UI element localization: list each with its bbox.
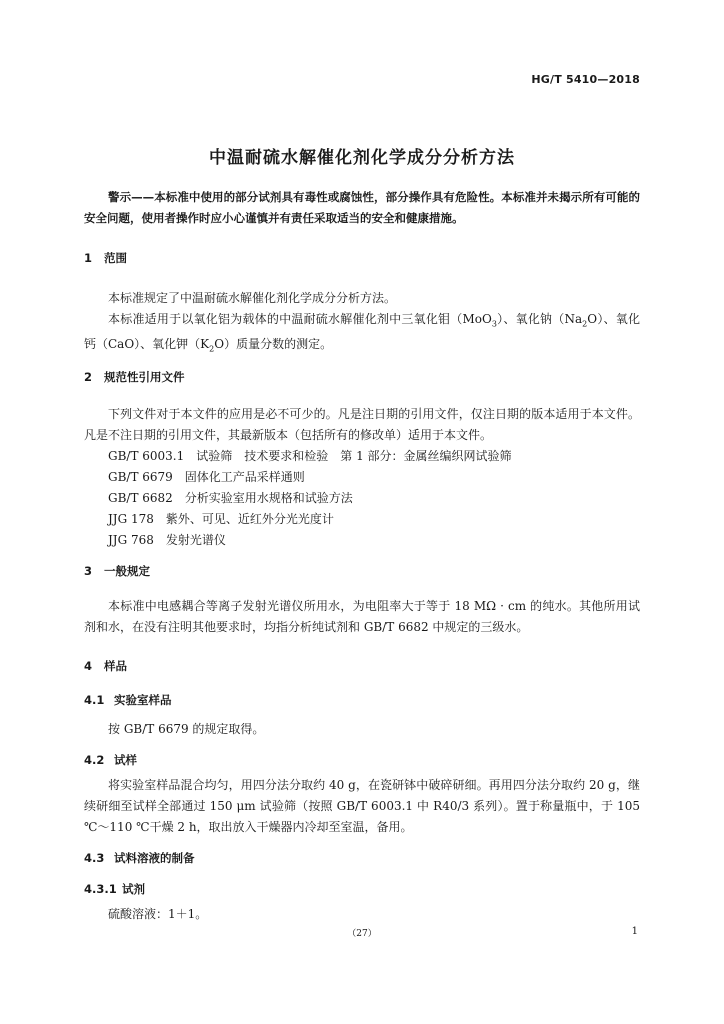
section-number: 4 <box>84 659 93 673</box>
section-2-heading <box>84 369 185 385</box>
section-number: 2 <box>84 370 93 384</box>
section-4-heading <box>84 658 127 674</box>
paragraph: 本标准规定了中温耐硫水解催化剂化学成分分析方法。 <box>108 291 397 305</box>
paragraph: 硫酸溶液：1＋1。 <box>108 907 208 921</box>
footer-sequence: （27） <box>347 929 377 939</box>
section-3-body <box>84 596 640 638</box>
section-number: 4.2 <box>84 753 105 767</box>
reference-item: JJG 768 发射光谱仪 <box>108 533 226 547</box>
section-4-3-1-body <box>84 904 640 925</box>
section-number: 1 <box>84 251 93 265</box>
section-title: 样品 <box>104 659 127 673</box>
section-title: 一般规定 <box>104 564 150 578</box>
section-4-2-body <box>84 775 640 838</box>
section-title: 规范性引用文件 <box>104 370 185 384</box>
section-4-1-heading <box>84 692 172 708</box>
section-number: 4.3.1 <box>84 882 117 896</box>
section-title: 试料溶液的制备 <box>114 851 195 865</box>
section-4-3-1-heading <box>84 881 145 897</box>
reference-item: GB/T 6003.1 试验筛 技术要求和检验 第 1 部分：金属丝编织网试验筛 <box>108 449 512 463</box>
section-3-heading <box>84 563 150 579</box>
page-number: 1 <box>631 926 638 937</box>
section-4-2-heading <box>84 752 137 768</box>
section-number: 4.3 <box>84 851 105 865</box>
section-title: 范围 <box>104 251 127 265</box>
section-2-body <box>84 404 640 551</box>
section-title: 试剂 <box>122 882 145 896</box>
document-title: 中温耐硫水解催化剂化学成分分析方法 <box>209 148 515 168</box>
section-title: 试样 <box>114 753 137 767</box>
section-number: 4.1 <box>84 693 105 707</box>
section-1-body <box>84 288 640 360</box>
section-title: 实验室样品 <box>114 693 172 707</box>
reference-item: GB/T 6679 固体化工产品采样通则 <box>108 470 305 484</box>
paragraph: 按 GB/T 6679 的规定取得。 <box>108 722 265 736</box>
section-1-heading <box>84 250 127 266</box>
warning-paragraph: 警示——本标准中使用的部分试剂具有毒性或腐蚀性，部分操作具有危险性。本标准并未揭示所有可能的安全问题，使用者操作时应小心谨慎并有责任采取适当的安全和健康措施。 <box>84 190 640 225</box>
section-4-1-body <box>84 719 640 740</box>
paragraph: 将实验室样品混合均匀，用四分法分取约 40 g，在瓷研钵中破碎研细。再用四分法分取约 20 g，继续研细至试样全部通过 150 μm 试验筛（按照 GB/T 6003.1 中 R40/3 系列）。置于称量瓶中，于 105 ℃～110 ℃干燥 2 h，取出放入干燥器内冷却至室温，备用。 <box>84 778 640 834</box>
reference-item: JJG 178 紫外、可见、近红外分光光度计 <box>108 512 334 526</box>
reference-item: GB/T 6682 分析实验室用水规格和试验方法 <box>108 491 353 505</box>
paragraph: 本标准中电感耦合等离子发射光谱仪所用水，为电阻率大于等于 18 MΩ · cm 的纯水。其他所用试剂和水，在没有注明其他要求时，均指分析纯试剂和 GB/T 6682 中规定的三级水。 <box>84 599 640 634</box>
paragraph: 下列文件对于本文件的应用是必不可少的。凡是注日期的引用文件，仅注日期的版本适用于本文件。凡是不注日期的引用文件，其最新版本（包括所有的修改单）适用于本文件。 <box>84 407 640 442</box>
standard-code: HG/T 5410—2018 <box>531 73 640 86</box>
paragraph: 本标准适用于以氧化铝为载体的中温耐硫水解催化剂中三氧化钼（MoO$_3$）、氧化钠$(Na_2O)$、氧化钙（CaO）、氧化钾$(K_2O)$质量分数的测定。 <box>84 312 640 354</box>
section-4-3-heading <box>84 850 195 866</box>
section-number: 3 <box>84 564 93 578</box>
